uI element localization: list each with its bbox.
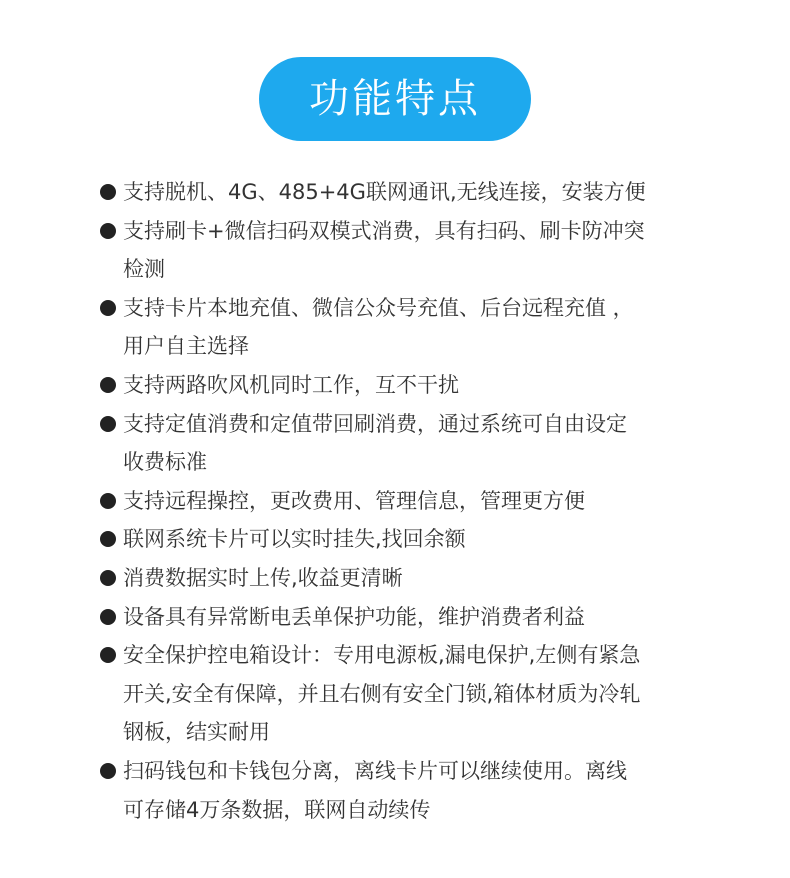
feature-text-line: 钢板，结实耐用	[123, 720, 270, 745]
feature-text-line: 支持远程操控，更改费用、管理信息，管理更方便	[123, 488, 585, 513]
bullet-dot-icon	[100, 493, 116, 509]
feature-text-line: 消费数据实时上传,收益更清晰	[123, 565, 403, 590]
bullet-dot-icon	[100, 300, 116, 316]
bullet-dot-icon	[100, 763, 116, 779]
feature-item	[100, 366, 700, 405]
feature-item	[100, 520, 700, 559]
feature-item	[100, 212, 700, 289]
feature-text-line: 联网系统卡片可以实时挂失,找回余额	[123, 527, 466, 552]
feature-text-line: 可存储4万条数据，联网自动续传	[123, 797, 431, 822]
page-title: 功能特点	[309, 76, 481, 122]
feature-item	[100, 559, 700, 598]
feature-text-line: 设备具有异常断电丢单保护功能，维护消费者利益	[123, 604, 585, 629]
feature-item	[100, 482, 700, 521]
feature-text-line: 支持卡片本地充值、微信公众号充值、后台远程充值 ，	[123, 295, 634, 320]
feature-item	[100, 405, 700, 482]
feature-item	[100, 173, 700, 212]
bullet-dot-icon	[100, 416, 116, 432]
feature-item	[100, 752, 700, 829]
feature-text-line: 支持定值消费和定值带回刷消费，通过系统可自由设定	[123, 411, 627, 436]
bullet-dot-icon	[100, 647, 116, 663]
feature-item	[100, 289, 700, 366]
feature-text-line: 收费标准	[123, 450, 207, 475]
feature-list	[100, 173, 700, 829]
feature-item	[100, 598, 700, 637]
feature-text-line: 开关,安全有保障，并且右侧有安全门锁,箱体材质为冷轧	[123, 681, 641, 706]
feature-text-line: 支持两路吹风机同时工作，互不干扰	[123, 372, 459, 397]
bullet-dot-icon	[100, 609, 116, 625]
bullet-dot-icon	[100, 223, 116, 239]
bullet-dot-icon	[100, 531, 116, 547]
feature-item	[100, 636, 700, 752]
bullet-dot-icon	[100, 184, 116, 200]
feature-text-line: 安全保护控电箱设计：专用电源板,漏电保护,左侧有紧急	[123, 643, 641, 668]
bullet-dot-icon	[100, 377, 116, 393]
feature-text-line: 支持刷卡+微信扫码双模式消费，具有扫码、刷卡防冲突	[123, 218, 645, 243]
bullet-dot-icon	[100, 570, 116, 586]
feature-text-line: 支持脱机、4G、485+4G联网通讯,无线连接，安装方便	[123, 180, 646, 204]
feature-text-line: 检测	[123, 257, 165, 282]
feature-text-line: 用户自主选择	[123, 334, 249, 359]
feature-text-line: 扫码钱包和卡钱包分离，离线卡片可以继续使用。离线	[123, 758, 627, 783]
title-banner	[259, 57, 531, 141]
